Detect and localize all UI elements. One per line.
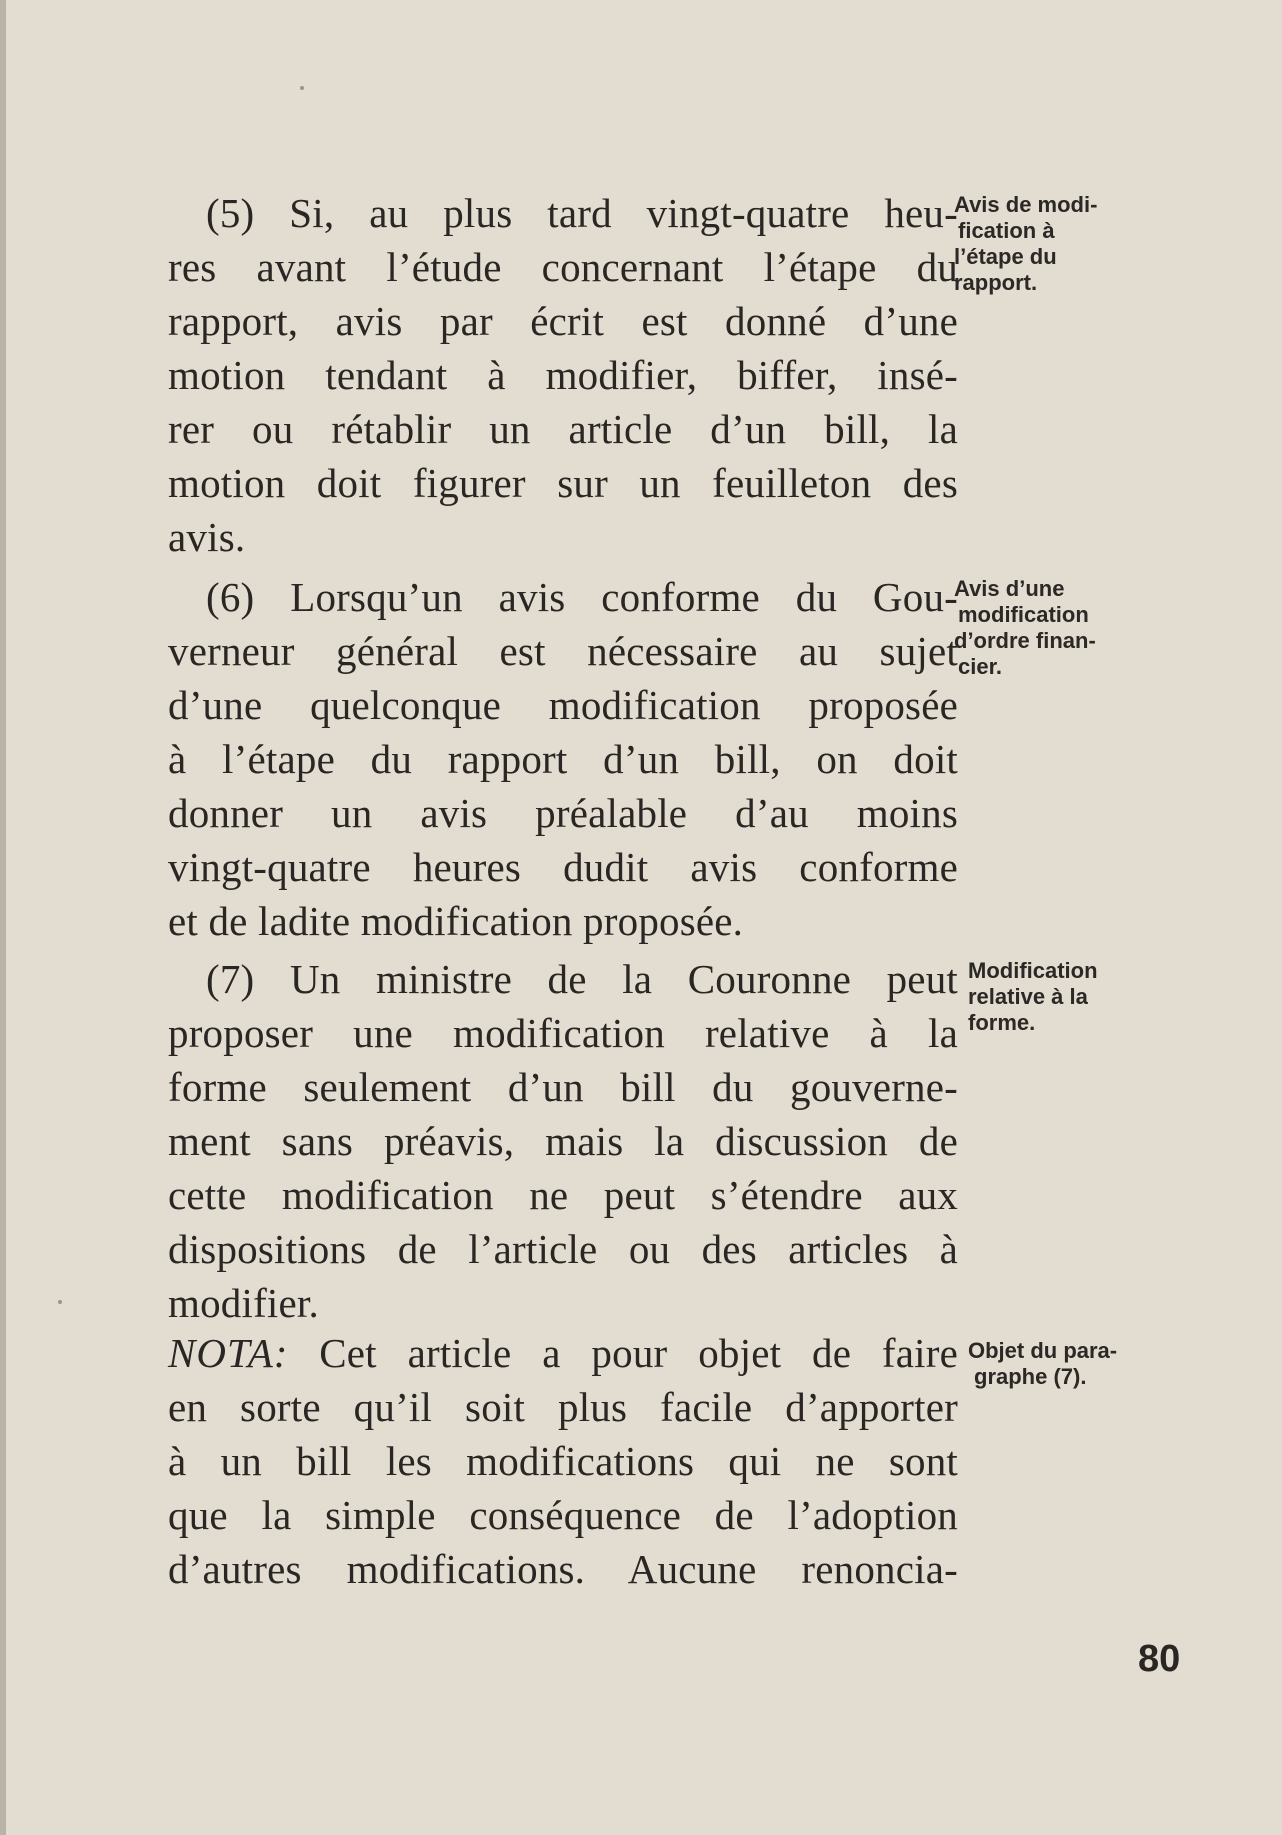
text-line: en sorte qu’il soit plus facile d’apporter xyxy=(168,1384,958,1430)
paper-speck xyxy=(58,1300,62,1304)
margin-note-line: l’étape du xyxy=(954,244,1057,269)
margin-note-para-7 xyxy=(968,958,1098,1036)
paragraph-5 xyxy=(168,186,958,564)
text-line: dispositions de l’article ou des articles à xyxy=(168,1226,958,1272)
text-line: rapport, avis par écrit est donné d’une xyxy=(168,298,958,344)
margin-note-line: d’ordre finan- xyxy=(954,628,1096,653)
margin-note-para-6 xyxy=(954,576,1096,680)
margin-note-line: forme. xyxy=(968,1010,1036,1035)
margin-note-nota xyxy=(968,1338,1117,1390)
page-number: 80 xyxy=(1138,1638,1181,1680)
page-binding-edge xyxy=(0,0,6,1835)
text-line: cette modification ne peut s’étendre aux xyxy=(168,1172,958,1218)
text-line: res avant l’étude concernant l’étape du xyxy=(168,244,958,290)
text-line: motion tendant à modifier, biffer, insé- xyxy=(168,352,958,398)
text-line: rer ou rétablir un article d’un bill, la xyxy=(168,406,958,452)
nota-first-line: Cet article a pour objet de faire xyxy=(288,1330,958,1376)
margin-note-line: Objet du para- xyxy=(968,1338,1118,1363)
text-line: motion doit figurer sur un feuilleton des xyxy=(168,460,958,506)
text-line: d’autres modifications. Aucune renoncia- xyxy=(168,1546,958,1592)
text-line: ment sans préavis, mais la discussion de xyxy=(168,1118,958,1164)
text-line: vingt-quatre heures dudit avis conforme xyxy=(168,844,958,890)
text-line: verneur général est nécessaire au sujet xyxy=(168,628,958,674)
text-line: que la simple conséquence de l’adoption xyxy=(168,1492,958,1538)
text-line: à l’étape du rapport d’un bill, on doit xyxy=(168,736,958,782)
paper-speck xyxy=(300,86,304,90)
text-line: (6) Lorsqu’un avis conforme du Gou- xyxy=(206,574,958,620)
text-line: à un bill les modifications qui ne sont xyxy=(168,1438,958,1484)
margin-note-line: cier. xyxy=(958,654,1003,679)
text-line: modifier. xyxy=(168,1280,319,1326)
text-line: et de ladite modification proposée. xyxy=(168,898,744,944)
text-line xyxy=(168,1326,958,1380)
margin-note-line: rapport. xyxy=(954,270,1038,295)
margin-note-line: graphe (7). xyxy=(974,1364,1087,1389)
text-line: (7) Un ministre de la Couronne peut xyxy=(206,956,958,1002)
nota-paragraph xyxy=(168,1326,958,1596)
text-line: d’une quelconque modification proposée xyxy=(168,682,958,728)
margin-note-line: relative à la xyxy=(968,984,1088,1009)
nota-label: NOTA: xyxy=(168,1330,289,1376)
paragraph-6 xyxy=(168,570,958,948)
margin-note-line: Avis de modi- xyxy=(954,192,1098,217)
margin-note-line: Avis d’une xyxy=(954,576,1065,601)
paragraph-7 xyxy=(168,952,958,1330)
margin-note-line: modification xyxy=(958,602,1089,627)
text-line: avis. xyxy=(168,514,246,560)
text-line: proposer une modification relative à la xyxy=(168,1010,958,1056)
text-line: (5) Si, au plus tard vingt-quatre heu- xyxy=(206,190,958,236)
margin-note-line: Modification xyxy=(968,958,1098,983)
margin-note-line: fication à xyxy=(958,218,1055,243)
text-line: forme seulement d’un bill du gouverne- xyxy=(168,1064,958,1110)
margin-note-para-5 xyxy=(954,192,1097,296)
text-line: donner un avis préalable d’au moins xyxy=(168,790,958,836)
